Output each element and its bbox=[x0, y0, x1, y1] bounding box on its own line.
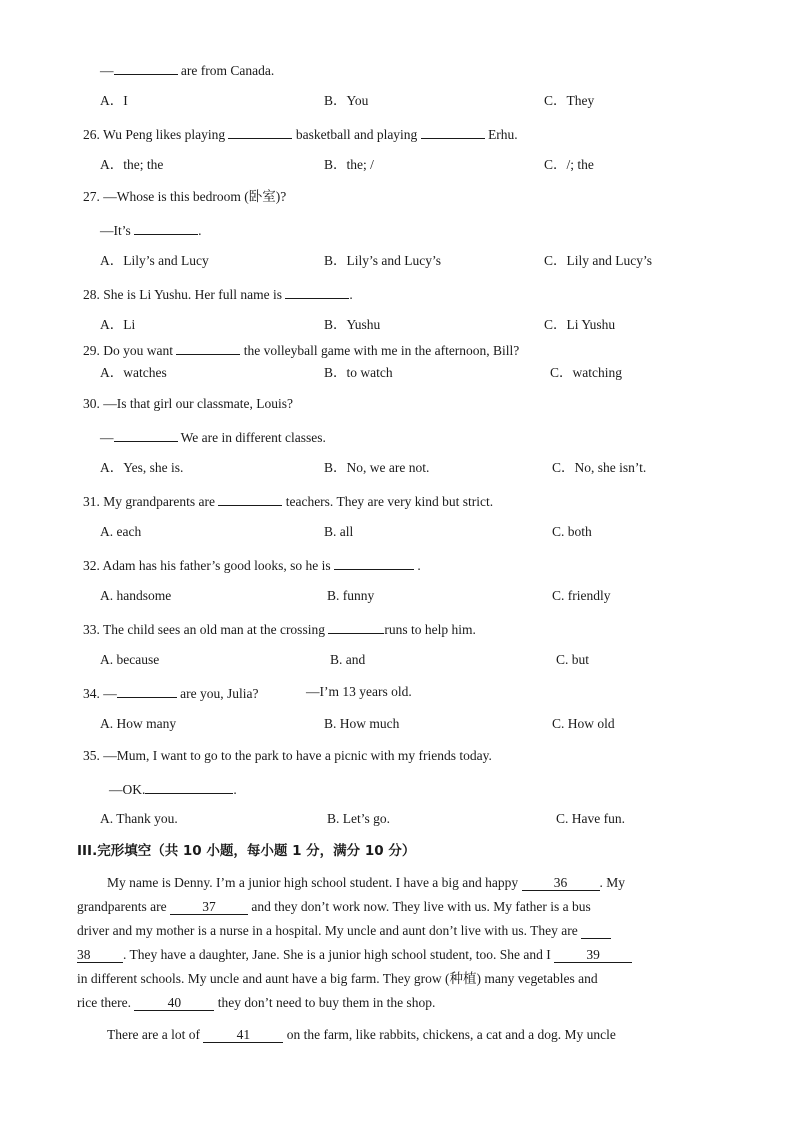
q25-option-c[interactable]: C．They bbox=[544, 93, 595, 108]
q27-reply-prefix: —It’s bbox=[100, 223, 131, 238]
q34-option-b[interactable]: B. How much bbox=[324, 716, 400, 731]
q29-blank[interactable] bbox=[176, 340, 240, 355]
passage-text: driver and my mother is a nurse in a hospital. My uncle and aunt don’t live with us. They are bbox=[77, 923, 578, 938]
q27-option-b[interactable]: B．Lily’s and Lucy’s bbox=[324, 253, 441, 268]
q34-text: are you, Julia? bbox=[180, 686, 259, 701]
passage-line-6 bbox=[77, 991, 717, 1015]
q31-option-c[interactable]: C. both bbox=[552, 524, 592, 539]
q31-text-1: 31. My grandparents are bbox=[83, 494, 215, 509]
q33-blank[interactable] bbox=[328, 619, 384, 634]
q34-option-c[interactable]: C. How old bbox=[552, 716, 615, 731]
q35-blank[interactable] bbox=[145, 779, 233, 794]
blank-38[interactable]: 38 bbox=[77, 947, 123, 963]
q29-text-2: the volleyball game with me in the afternoon, Bill? bbox=[243, 343, 520, 358]
q25-reply bbox=[100, 60, 274, 80]
q33-text-2: runs to help him. bbox=[384, 622, 476, 637]
q31-stem bbox=[83, 491, 493, 511]
passage-text: rice there. bbox=[77, 995, 131, 1010]
q28-text: 28. She is Li Yushu. Her full name is bbox=[83, 287, 282, 302]
q35-option-b[interactable]: B. Let’s go. bbox=[327, 811, 390, 826]
q31-text-2: teachers. They are very kind but strict. bbox=[285, 494, 494, 509]
q33-option-a[interactable]: A. because bbox=[100, 652, 160, 667]
q30-option-c[interactable]: C．No, she isn’t. bbox=[552, 460, 647, 475]
passage-text: There are a lot of bbox=[107, 1027, 200, 1042]
q26-blank-2[interactable] bbox=[421, 124, 485, 139]
q32-option-b[interactable]: B. funny bbox=[327, 588, 375, 603]
q25-dash: — bbox=[100, 63, 114, 78]
q26-number: 26. bbox=[83, 127, 100, 142]
q26-option-b[interactable]: B．the; / bbox=[324, 157, 374, 172]
q32-suffix: . bbox=[413, 558, 421, 573]
q26-option-c[interactable]: C．/; the bbox=[544, 157, 594, 172]
q29-stem bbox=[83, 340, 519, 360]
passage-text: on the farm, like rabbits, chickens, a cat and a dog. My uncle bbox=[286, 1027, 616, 1042]
q32-option-a[interactable]: A. handsome bbox=[100, 588, 172, 603]
q27-reply-suffix: . bbox=[198, 223, 202, 238]
q32-stem bbox=[83, 555, 421, 575]
q29-option-c[interactable]: C．watching bbox=[550, 365, 622, 380]
passage-line-7 bbox=[107, 1023, 747, 1047]
q27-option-c[interactable]: C．Lily and Lucy’s bbox=[544, 253, 652, 268]
passage-line-1 bbox=[107, 871, 747, 895]
passage-text: and they don’t work now. They live with us. My father is a bus bbox=[251, 899, 591, 914]
q32-text: 32. Adam has his father’s good looks, so he is bbox=[83, 558, 331, 573]
q34-prefix: 34. — bbox=[83, 686, 117, 701]
q25-option-b[interactable]: B．You bbox=[324, 93, 369, 108]
q30-stem: 30. —Is that girl our classmate, Louis? bbox=[83, 396, 293, 411]
q26-stem bbox=[83, 124, 518, 144]
q25-blank[interactable] bbox=[114, 60, 178, 75]
q28-option-a[interactable]: A．Li bbox=[100, 317, 136, 332]
q29-option-a[interactable]: A．watches bbox=[100, 365, 167, 380]
q28-blank[interactable] bbox=[285, 284, 349, 299]
q35-reply-prefix: —OK. bbox=[109, 782, 146, 797]
blank-39[interactable]: 39 bbox=[554, 947, 632, 963]
q27-reply bbox=[100, 220, 202, 240]
q30-option-b[interactable]: B．No, we are not. bbox=[324, 460, 430, 475]
blank-41[interactable]: 41 bbox=[203, 1027, 283, 1043]
q25-option-a[interactable]: A．I bbox=[100, 93, 128, 108]
q26-text-1: Wu Peng likes playing bbox=[103, 127, 226, 142]
passage-text: My name is Denny. I’m a junior high school student. I have a big and happy bbox=[107, 875, 519, 890]
q26-option-a[interactable]: A．the; the bbox=[100, 157, 164, 172]
passage-line-4 bbox=[77, 943, 717, 967]
q33-option-c[interactable]: C. but bbox=[556, 652, 590, 667]
blank-40[interactable]: 40 bbox=[134, 995, 214, 1011]
q31-option-a[interactable]: A. each bbox=[100, 524, 142, 539]
q25-reply-text: are from Canada. bbox=[177, 63, 275, 78]
q28-suffix: . bbox=[349, 287, 353, 302]
q26-text-3: Erhu. bbox=[488, 127, 518, 142]
q30-reply-text: We are in different classes. bbox=[177, 430, 326, 445]
passage-line-2 bbox=[77, 895, 717, 919]
passage-text: they don’t need to buy them in the shop. bbox=[217, 995, 436, 1010]
q35-stem: 35. —Mum, I want to go to the park to have a picnic with my friends today. bbox=[83, 748, 492, 763]
q32-blank[interactable] bbox=[334, 555, 414, 570]
q35-option-c[interactable]: C. Have fun. bbox=[556, 811, 625, 826]
section-3-heading: III.完形填空（共 10 小题，每小题 1 分，满分 10 分） bbox=[77, 843, 416, 859]
q33-option-b[interactable]: B. and bbox=[330, 652, 366, 667]
q26-blank-1[interactable] bbox=[228, 124, 292, 139]
blank-38-start[interactable] bbox=[581, 923, 611, 939]
q26-text-2: basketball and playing bbox=[295, 127, 418, 142]
q33-text-1: 33. The child sees an old man at the crossing bbox=[83, 622, 325, 637]
q33-stem bbox=[83, 619, 476, 639]
q30-reply bbox=[100, 427, 326, 447]
q27-blank[interactable] bbox=[134, 220, 198, 235]
q35-option-a[interactable]: A. Thank you. bbox=[100, 811, 178, 826]
q34-blank[interactable] bbox=[117, 683, 177, 698]
q35-reply-suffix: . bbox=[233, 782, 237, 797]
q30-option-a[interactable]: A．Yes, she is. bbox=[100, 460, 184, 475]
q28-option-c[interactable]: C．Li Yushu bbox=[544, 317, 616, 332]
q30-dash: — bbox=[100, 430, 114, 445]
q28-option-b[interactable]: B．Yushu bbox=[324, 317, 381, 332]
q31-option-b[interactable]: B. all bbox=[324, 524, 354, 539]
q29-text-1: 29. Do you want bbox=[83, 343, 173, 358]
q27-option-a[interactable]: A．Lily’s and Lucy bbox=[100, 253, 209, 268]
q27-stem: 27. —Whose is this bedroom (卧室)? bbox=[83, 189, 287, 204]
blank-37[interactable]: 37 bbox=[170, 899, 248, 915]
q34-stem bbox=[83, 683, 258, 703]
q34-reply: —I’m 13 years old. bbox=[306, 684, 412, 699]
passage-text: . They have a daughter, Jane. She is a junior high school student, too. She and I bbox=[123, 947, 551, 962]
passage-text: grandparents are bbox=[77, 899, 167, 914]
passage-line-3 bbox=[77, 919, 717, 943]
q29-option-b[interactable]: B．to watch bbox=[324, 365, 393, 380]
passage-text: . My bbox=[599, 875, 626, 890]
q35-reply bbox=[109, 779, 237, 799]
q32-option-c[interactable]: C. friendly bbox=[552, 588, 611, 603]
q31-blank[interactable] bbox=[218, 491, 282, 506]
q30-blank[interactable] bbox=[114, 427, 178, 442]
passage-line-5: in different schools. My uncle and aunt have a big farm. They grow (种植) many vegetables and bbox=[77, 971, 598, 986]
blank-36[interactable]: 36 bbox=[522, 875, 600, 891]
q34-option-a[interactable]: A. How many bbox=[100, 716, 177, 731]
q28-stem bbox=[83, 284, 353, 304]
